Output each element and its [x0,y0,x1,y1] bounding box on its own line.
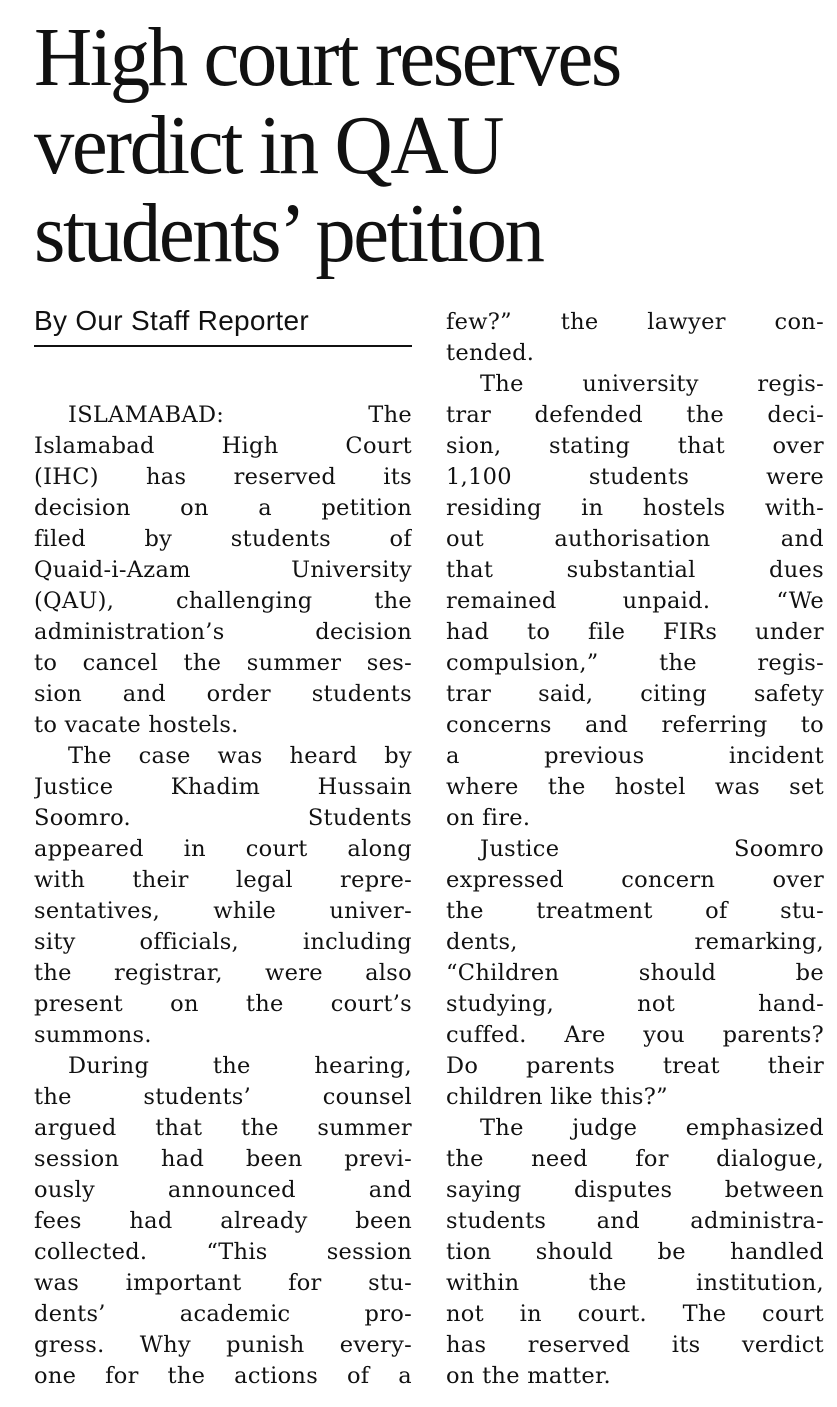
article-line: saying disputes between [446,1177,824,1203]
article-line: has reserved its verdict [446,1332,824,1358]
article-line: compulsion,” the regis- [446,650,824,676]
article-line: (QAU), challenging the [34,588,412,614]
article-line: the need for dialogue, [446,1146,824,1172]
article-line: collected. “This session [34,1239,412,1265]
article-line: present on the court’s [34,991,412,1017]
article-line: to vacate hostels. [34,712,239,738]
article-line: sion, stating that over [446,433,824,459]
article-line: studying, not hand- [446,991,824,1017]
article-line: filed by students of [34,526,412,552]
article-line: students and administra- [446,1208,824,1234]
article-line: administration’s decision [34,619,412,645]
article-line: The university regis- [480,371,824,397]
article-line: the treatment of stu- [446,898,824,924]
byline: By Our Staff Reporter [34,303,412,347]
headline [34,11,792,280]
article-line: cuffed. Are you parents? [446,1022,824,1048]
article-line: out authorisation and [446,526,824,552]
article-line: Quaid-i-Azam University [34,557,412,583]
article-line: sion and order students [34,681,412,707]
headline-line: verdict in QAU [34,99,503,192]
headline-line: High court reserves [34,11,620,104]
article-line: where the hostel was set [446,774,824,800]
article-line: had to file FIRs under [446,619,824,645]
article-line: one for the actions of a [34,1363,412,1389]
article-line: dents’ academic pro- [34,1301,412,1327]
article-line: sity officials, including [34,929,412,955]
article-line: the registrar, were also [34,960,412,986]
article-line: session had been previ- [34,1146,412,1172]
article-line: tended. [446,340,535,366]
article-line: children like this?” [446,1084,668,1110]
article-line: residing in hostels with- [446,495,824,521]
article-line: concerns and referring to [446,712,824,738]
article-line: Justice Khadim Hussain [34,774,412,800]
article-line: the students’ counsel [34,1084,412,1110]
article-line: The judge emphasized [480,1115,824,1141]
article-line: with their legal repre- [34,867,412,893]
article-line: trar defended the deci- [446,402,824,428]
article-line: (IHC) has reserved its [34,464,412,490]
article-line: decision on a petition [34,495,412,521]
article-line: remained unpaid. “We [446,588,824,614]
article-line: The case was heard by [68,743,412,769]
article-line: fees had already been [34,1208,412,1234]
article-line: sentatives, while univer- [34,898,412,924]
article-line: During the hearing, [68,1053,412,1079]
article-line: a previous incident [446,743,824,769]
article-line: to cancel the summer ses- [34,650,412,676]
article-line: was important for stu- [34,1270,412,1296]
article-line: dents, remarking, [446,929,824,955]
headline-line: students’ petition [34,187,543,280]
article-line: within the institution, [446,1270,824,1296]
article-line: on the matter. [446,1363,611,1389]
article-line: Justice Soomro [480,836,824,862]
article-line: Islamabad High Court [34,433,412,459]
article-line: that substantial dues [446,557,824,583]
article-line: 1,100 students were [446,464,824,490]
article-line: ISLAMABAD: The [68,402,412,428]
article-line: ously announced and [34,1177,412,1203]
article-line: tion should be handled [446,1239,824,1265]
article-line: not in court. The court [446,1301,824,1327]
article-line: expressed concern over [446,867,824,893]
article-line: trar said, citing safety [446,681,824,707]
article-line: appeared in court along [34,836,412,862]
article-column-1 [34,400,412,1392]
article-line: “Children should be [446,960,824,986]
article-line: summons. [34,1022,152,1048]
article-line: Do parents treat their [446,1053,824,1079]
article-line: on fire. [446,805,531,831]
article-line: argued that the summer [34,1115,412,1141]
article-column-2 [446,307,824,1392]
article-line: Soomro. Students [34,805,412,831]
article-line: few?” the lawyer con- [446,309,824,335]
article-line: gress. Why punish every- [34,1332,412,1358]
